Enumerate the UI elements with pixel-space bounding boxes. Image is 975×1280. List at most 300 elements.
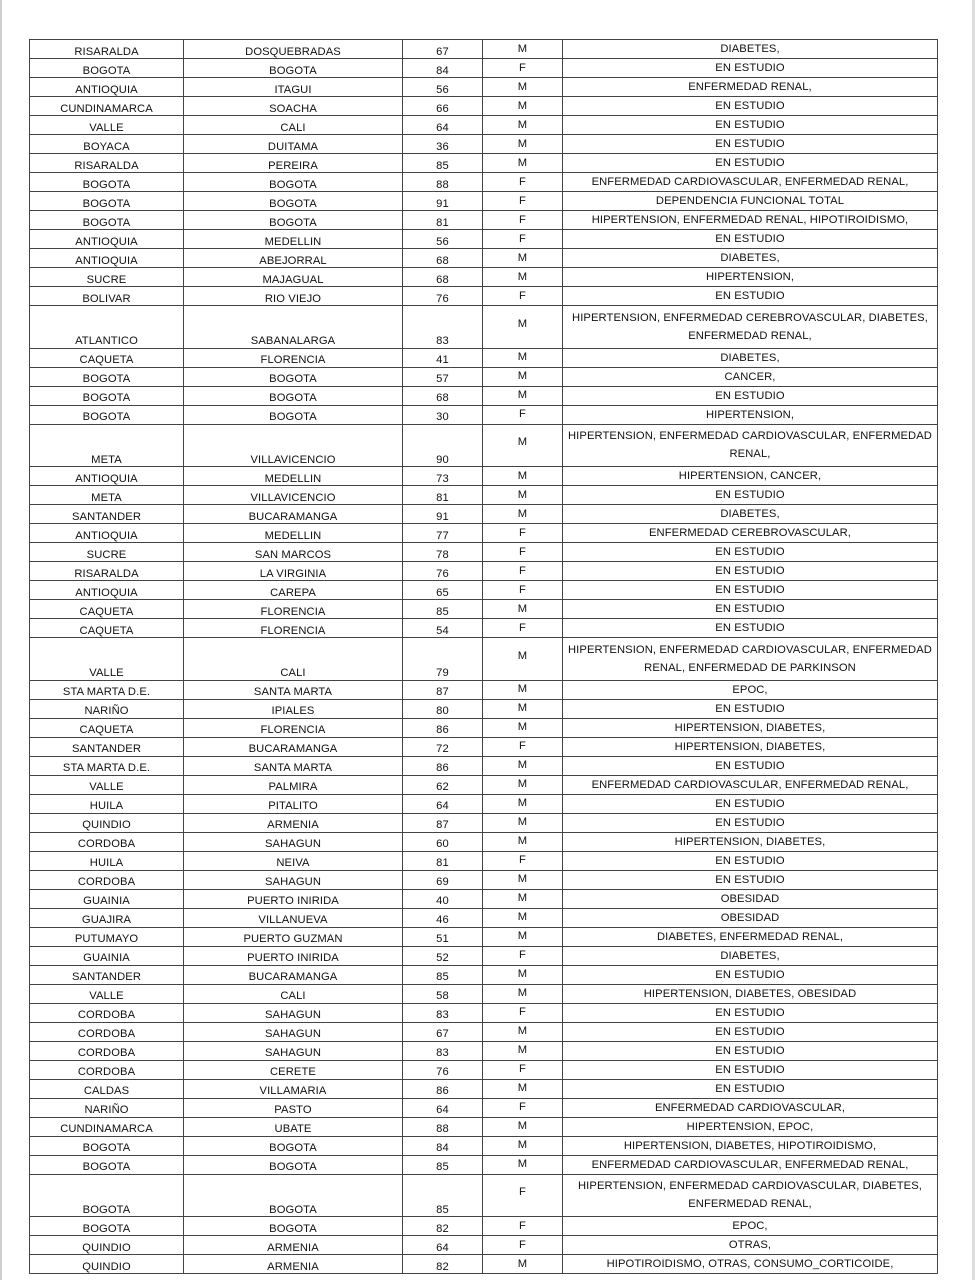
condition-cell: EN ESTUDIO xyxy=(563,543,938,562)
municipality-cell: BUCARAMANGA xyxy=(184,505,403,524)
age-cell: 76 xyxy=(403,287,483,306)
table-row xyxy=(30,424,938,467)
condition-cell: ENFERMEDAD RENAL, xyxy=(563,78,938,97)
department-cell: RISARALDA xyxy=(30,562,184,581)
condition-cell: ENFERMEDAD CARDIOVASCULAR, ENFERMEDAD RENAL, xyxy=(563,173,938,192)
age-cell: 81 xyxy=(403,851,483,870)
sex-cell: F xyxy=(483,1098,563,1117)
age-cell: 57 xyxy=(403,367,483,386)
department-cell: ANTIOQUIA xyxy=(30,581,184,600)
table-row xyxy=(30,680,938,699)
sex-cell: M xyxy=(483,600,563,619)
department-cell: ANTIOQUIA xyxy=(30,249,184,268)
department-cell: NARIÑO xyxy=(30,1098,184,1117)
department-cell: GUAINIA xyxy=(30,889,184,908)
municipality-cell: PASTO xyxy=(184,1098,403,1117)
sex-cell: F xyxy=(483,543,563,562)
age-cell: 88 xyxy=(403,173,483,192)
sex-cell: M xyxy=(483,154,563,173)
municipality-cell: SANTA MARTA xyxy=(184,680,403,699)
municipality-cell: SAHAGUN xyxy=(184,832,403,851)
condition-cell: CANCER, xyxy=(563,367,938,386)
municipality-cell: CAREPA xyxy=(184,581,403,600)
table-row xyxy=(30,908,938,927)
sex-cell: M xyxy=(483,794,563,813)
department-cell: BOYACA xyxy=(30,135,184,154)
condition-cell: DEPENDENCIA FUNCIONAL TOTAL xyxy=(563,192,938,211)
age-cell: 84 xyxy=(403,59,483,78)
table-row xyxy=(30,889,938,908)
table-row xyxy=(30,1255,938,1274)
condition-cell: EN ESTUDIO xyxy=(563,1079,938,1098)
municipality-cell: PITALITO xyxy=(184,794,403,813)
age-cell: 81 xyxy=(403,211,483,230)
table-row xyxy=(30,1155,938,1174)
table-row xyxy=(30,638,938,681)
municipality-cell: ITAGUI xyxy=(184,78,403,97)
age-cell: 52 xyxy=(403,946,483,965)
department-cell: CORDOBA xyxy=(30,1003,184,1022)
sex-cell: M xyxy=(483,505,563,524)
table-row xyxy=(30,832,938,851)
municipality-cell: CALI xyxy=(184,984,403,1003)
page-edge-left xyxy=(0,0,2,1280)
table-row xyxy=(30,211,938,230)
table-row xyxy=(30,813,938,832)
condition-cell: HIPERTENSION, DIABETES, OBESIDAD xyxy=(563,984,938,1003)
department-cell: VALLE xyxy=(30,116,184,135)
department-cell: PUTUMAYO xyxy=(30,927,184,946)
table-row xyxy=(30,173,938,192)
condition-cell: EN ESTUDIO xyxy=(563,230,938,249)
age-cell: 76 xyxy=(403,1060,483,1079)
department-cell: BOLIVAR xyxy=(30,287,184,306)
municipality-cell: FLORENCIA xyxy=(184,718,403,737)
condition-cell: EN ESTUDIO xyxy=(563,135,938,154)
condition-cell: EN ESTUDIO xyxy=(563,486,938,505)
table-row xyxy=(30,927,938,946)
age-cell: 67 xyxy=(403,1022,483,1041)
age-cell: 91 xyxy=(403,505,483,524)
municipality-cell: RIO VIEJO xyxy=(184,287,403,306)
table-row xyxy=(30,1022,938,1041)
sex-cell: M xyxy=(483,467,563,486)
condition-cell: EN ESTUDIO xyxy=(563,562,938,581)
sex-cell: M xyxy=(483,116,563,135)
age-cell: 83 xyxy=(403,306,483,349)
condition-cell: DIABETES, xyxy=(563,40,938,59)
age-cell: 73 xyxy=(403,467,483,486)
sex-cell: M xyxy=(483,1041,563,1060)
sex-cell: M xyxy=(483,268,563,287)
municipality-cell: BOGOTA xyxy=(184,211,403,230)
table-row xyxy=(30,386,938,405)
age-cell: 86 xyxy=(403,1079,483,1098)
table-row xyxy=(30,249,938,268)
department-cell: BOGOTA xyxy=(30,173,184,192)
table-row xyxy=(30,1003,938,1022)
sex-cell: F xyxy=(483,287,563,306)
sex-cell: F xyxy=(483,581,563,600)
department-cell: CUNDINAMARCA xyxy=(30,97,184,116)
age-cell: 64 xyxy=(403,794,483,813)
age-cell: 85 xyxy=(403,600,483,619)
municipality-cell: PEREIRA xyxy=(184,154,403,173)
department-cell: SUCRE xyxy=(30,543,184,562)
municipality-cell: LA VIRGINIA xyxy=(184,562,403,581)
municipality-cell: BUCARAMANGA xyxy=(184,737,403,756)
department-cell: BOGOTA xyxy=(30,367,184,386)
condition-cell: ENFERMEDAD CARDIOVASCULAR, xyxy=(563,1098,938,1117)
sex-cell: M xyxy=(483,718,563,737)
municipality-cell: MEDELLIN xyxy=(184,230,403,249)
municipality-cell: ABEJORRAL xyxy=(184,249,403,268)
department-cell: CORDOBA xyxy=(30,1022,184,1041)
condition-cell: DIABETES, xyxy=(563,505,938,524)
table-row xyxy=(30,965,938,984)
age-cell: 90 xyxy=(403,424,483,467)
department-cell: ATLANTICO xyxy=(30,306,184,349)
table-row xyxy=(30,348,938,367)
age-cell: 69 xyxy=(403,870,483,889)
condition-cell: OBESIDAD xyxy=(563,889,938,908)
sex-cell: M xyxy=(483,680,563,699)
department-cell: CUNDINAMARCA xyxy=(30,1117,184,1136)
age-cell: 82 xyxy=(403,1255,483,1274)
department-cell: CORDOBA xyxy=(30,1060,184,1079)
table-row xyxy=(30,287,938,306)
condition-cell: EPOC, xyxy=(563,680,938,699)
sex-cell: M xyxy=(483,756,563,775)
age-cell: 66 xyxy=(403,97,483,116)
condition-cell: HIPERTENSION, CANCER, xyxy=(563,467,938,486)
condition-cell: EN ESTUDIO xyxy=(563,1041,938,1060)
municipality-cell: UBATE xyxy=(184,1117,403,1136)
department-cell: BOGOTA xyxy=(30,1136,184,1155)
table-row xyxy=(30,619,938,638)
condition-cell: EN ESTUDIO xyxy=(563,97,938,116)
municipality-cell: BOGOTA xyxy=(184,405,403,424)
age-cell: 68 xyxy=(403,268,483,287)
condition-cell: DIABETES, xyxy=(563,348,938,367)
sex-cell: M xyxy=(483,889,563,908)
condition-cell: HIPERTENSION, EPOC, xyxy=(563,1117,938,1136)
condition-cell: HIPERTENSION, DIABETES, xyxy=(563,718,938,737)
municipality-cell: VILLAMARIA xyxy=(184,1079,403,1098)
department-cell: CAQUETA xyxy=(30,718,184,737)
sex-cell: M xyxy=(483,424,563,467)
condition-cell: HIPOTIROIDISMO, OTRAS, CONSUMO_CORTICOIDE, xyxy=(563,1255,938,1274)
department-cell: CALDAS xyxy=(30,1079,184,1098)
sex-cell: M xyxy=(483,306,563,349)
municipality-cell: SABANALARGA xyxy=(184,306,403,349)
department-cell: HUILA xyxy=(30,794,184,813)
municipality-cell: BOGOTA xyxy=(184,1174,403,1217)
table-row xyxy=(30,268,938,287)
condition-cell: EN ESTUDIO xyxy=(563,581,938,600)
age-cell: 78 xyxy=(403,543,483,562)
municipality-cell: PALMIRA xyxy=(184,775,403,794)
condition-cell: EN ESTUDIO xyxy=(563,756,938,775)
municipality-cell: NEIVA xyxy=(184,851,403,870)
department-cell: ANTIOQUIA xyxy=(30,230,184,249)
age-cell: 54 xyxy=(403,619,483,638)
sex-cell: M xyxy=(483,1155,563,1174)
department-cell: BOGOTA xyxy=(30,59,184,78)
condition-cell: EN ESTUDIO xyxy=(563,154,938,173)
age-cell: 85 xyxy=(403,1155,483,1174)
age-cell: 46 xyxy=(403,908,483,927)
age-cell: 87 xyxy=(403,680,483,699)
table-row xyxy=(30,230,938,249)
age-cell: 91 xyxy=(403,192,483,211)
age-cell: 83 xyxy=(403,1003,483,1022)
sex-cell: M xyxy=(483,486,563,505)
age-cell: 85 xyxy=(403,1174,483,1217)
condition-cell: EN ESTUDIO xyxy=(563,965,938,984)
age-cell: 30 xyxy=(403,405,483,424)
table-row xyxy=(30,600,938,619)
table-row xyxy=(30,794,938,813)
municipality-cell: SOACHA xyxy=(184,97,403,116)
municipality-cell: BUCARAMANGA xyxy=(184,965,403,984)
department-cell: SANTANDER xyxy=(30,737,184,756)
municipality-cell: DUITAMA xyxy=(184,135,403,154)
department-cell: RISARALDA xyxy=(30,154,184,173)
table-row xyxy=(30,1117,938,1136)
table-row xyxy=(30,1098,938,1117)
sex-cell: M xyxy=(483,1117,563,1136)
sex-cell: F xyxy=(483,524,563,543)
condition-cell: HIPERTENSION, ENFERMEDAD RENAL, HIPOTIROIDISMO, xyxy=(563,211,938,230)
department-cell: BOGOTA xyxy=(30,1155,184,1174)
municipality-cell: MAJAGUAL xyxy=(184,268,403,287)
condition-cell: HIPERTENSION, ENFERMEDAD CARDIOVASCULAR, ENFERMEDAD RENAL, ENFERMEDAD DE PARKINSON xyxy=(563,638,938,681)
table-row xyxy=(30,306,938,349)
cases-table xyxy=(29,39,938,1274)
table-row xyxy=(30,1079,938,1098)
municipality-cell: PUERTO INIRIDA xyxy=(184,889,403,908)
department-cell: ANTIOQUIA xyxy=(30,78,184,97)
department-cell: ANTIOQUIA xyxy=(30,467,184,486)
department-cell: BOGOTA xyxy=(30,1174,184,1217)
table-row xyxy=(30,946,938,965)
sex-cell: F xyxy=(483,405,563,424)
age-cell: 88 xyxy=(403,1117,483,1136)
age-cell: 83 xyxy=(403,1041,483,1060)
condition-cell: EN ESTUDIO xyxy=(563,619,938,638)
department-cell: CAQUETA xyxy=(30,619,184,638)
department-cell: BOGOTA xyxy=(30,192,184,211)
table-row xyxy=(30,543,938,562)
sex-cell: M xyxy=(483,775,563,794)
municipality-cell: VILLAVICENCIO xyxy=(184,486,403,505)
sex-cell: M xyxy=(483,348,563,367)
department-cell: BOGOTA xyxy=(30,405,184,424)
condition-cell: HIPERTENSION, ENFERMEDAD CARDIOVASCULAR, DIABETES, ENFERMEDAD RENAL, xyxy=(563,1174,938,1217)
department-cell: CORDOBA xyxy=(30,870,184,889)
condition-cell: ENFERMEDAD CARDIOVASCULAR, ENFERMEDAD RENAL, xyxy=(563,775,938,794)
department-cell: ANTIOQUIA xyxy=(30,524,184,543)
age-cell: 64 xyxy=(403,116,483,135)
condition-cell: EN ESTUDIO xyxy=(563,1003,938,1022)
sex-cell: M xyxy=(483,386,563,405)
sex-cell: F xyxy=(483,192,563,211)
age-cell: 82 xyxy=(403,1217,483,1236)
department-cell: CAQUETA xyxy=(30,600,184,619)
table-row xyxy=(30,97,938,116)
table-row xyxy=(30,1060,938,1079)
age-cell: 62 xyxy=(403,775,483,794)
municipality-cell: ARMENIA xyxy=(184,813,403,832)
table-row xyxy=(30,154,938,173)
table-row xyxy=(30,756,938,775)
sex-cell: M xyxy=(483,97,563,116)
table-row xyxy=(30,1041,938,1060)
municipality-cell: MEDELLIN xyxy=(184,467,403,486)
sex-cell: F xyxy=(483,619,563,638)
table-row xyxy=(30,984,938,1003)
condition-cell: DIABETES, ENFERMEDAD RENAL, xyxy=(563,927,938,946)
sex-cell: M xyxy=(483,1136,563,1155)
condition-cell: EN ESTUDIO xyxy=(563,386,938,405)
table-row xyxy=(30,467,938,486)
municipality-cell: DOSQUEBRADAS xyxy=(184,40,403,59)
age-cell: 84 xyxy=(403,1136,483,1155)
table-row xyxy=(30,192,938,211)
municipality-cell: FLORENCIA xyxy=(184,619,403,638)
sex-cell: F xyxy=(483,211,563,230)
department-cell: HUILA xyxy=(30,851,184,870)
municipality-cell: CALI xyxy=(184,116,403,135)
department-cell: VALLE xyxy=(30,638,184,681)
condition-cell: EN ESTUDIO xyxy=(563,794,938,813)
condition-cell: EN ESTUDIO xyxy=(563,600,938,619)
sex-cell: F xyxy=(483,1060,563,1079)
municipality-cell: MEDELLIN xyxy=(184,524,403,543)
sex-cell: M xyxy=(483,1079,563,1098)
condition-cell: EN ESTUDIO xyxy=(563,699,938,718)
sex-cell: F xyxy=(483,737,563,756)
municipality-cell: PUERTO INIRIDA xyxy=(184,946,403,965)
municipality-cell: VILLAVICENCIO xyxy=(184,424,403,467)
condition-cell: HIPERTENSION, DIABETES, xyxy=(563,737,938,756)
sex-cell: M xyxy=(483,1022,563,1041)
condition-cell: HIPERTENSION, DIABETES, HIPOTIROIDISMO, xyxy=(563,1136,938,1155)
municipality-cell: SAHAGUN xyxy=(184,870,403,889)
sex-cell: F xyxy=(483,1236,563,1255)
age-cell: 36 xyxy=(403,135,483,154)
sex-cell: M xyxy=(483,870,563,889)
cases-table-body xyxy=(30,40,938,1274)
sex-cell: F xyxy=(483,1003,563,1022)
municipality-cell: ARMENIA xyxy=(184,1236,403,1255)
municipality-cell: FLORENCIA xyxy=(184,600,403,619)
age-cell: 79 xyxy=(403,638,483,681)
condition-cell: OBESIDAD xyxy=(563,908,938,927)
sex-cell: F xyxy=(483,946,563,965)
table-row xyxy=(30,581,938,600)
municipality-cell: BOGOTA xyxy=(184,192,403,211)
age-cell: 64 xyxy=(403,1236,483,1255)
department-cell: QUINDIO xyxy=(30,1255,184,1274)
condition-cell: ENFERMEDAD CEREBROVASCULAR, xyxy=(563,524,938,543)
sex-cell: F xyxy=(483,173,563,192)
sex-cell: F xyxy=(483,59,563,78)
municipality-cell: SAHAGUN xyxy=(184,1022,403,1041)
condition-cell: HIPERTENSION, xyxy=(563,268,938,287)
sex-cell: M xyxy=(483,927,563,946)
condition-cell: EPOC, xyxy=(563,1217,938,1236)
condition-cell: EN ESTUDIO xyxy=(563,287,938,306)
municipality-cell: SANTA MARTA xyxy=(184,756,403,775)
municipality-cell: SAHAGUN xyxy=(184,1041,403,1060)
sex-cell: M xyxy=(483,984,563,1003)
age-cell: 87 xyxy=(403,813,483,832)
age-cell: 60 xyxy=(403,832,483,851)
condition-cell: HIPERTENSION, DIABETES, xyxy=(563,832,938,851)
municipality-cell: BOGOTA xyxy=(184,1136,403,1155)
table-row xyxy=(30,1174,938,1217)
table-row xyxy=(30,367,938,386)
department-cell: QUINDIO xyxy=(30,1236,184,1255)
department-cell: META xyxy=(30,486,184,505)
municipality-cell: ARMENIA xyxy=(184,1255,403,1274)
age-cell: 86 xyxy=(403,718,483,737)
age-cell: 64 xyxy=(403,1098,483,1117)
table-row xyxy=(30,1236,938,1255)
age-cell: 56 xyxy=(403,230,483,249)
sex-cell: M xyxy=(483,832,563,851)
municipality-cell: CERETE xyxy=(184,1060,403,1079)
department-cell: STA MARTA D.E. xyxy=(30,756,184,775)
condition-cell: EN ESTUDIO xyxy=(563,59,938,78)
age-cell: 68 xyxy=(403,386,483,405)
table-row xyxy=(30,59,938,78)
municipality-cell: BOGOTA xyxy=(184,59,403,78)
table-row xyxy=(30,135,938,154)
department-cell: RISARALDA xyxy=(30,40,184,59)
table-row xyxy=(30,116,938,135)
table-row xyxy=(30,524,938,543)
age-cell: 67 xyxy=(403,40,483,59)
condition-cell: HIPERTENSION, ENFERMEDAD CEREBROVASCULAR, DIABETES, ENFERMEDAD RENAL, xyxy=(563,306,938,349)
sex-cell: M xyxy=(483,699,563,718)
age-cell: 65 xyxy=(403,581,483,600)
municipality-cell: SAHAGUN xyxy=(184,1003,403,1022)
condition-cell: HIPERTENSION, xyxy=(563,405,938,424)
municipality-cell: BOGOTA xyxy=(184,1155,403,1174)
sex-cell: M xyxy=(483,135,563,154)
age-cell: 58 xyxy=(403,984,483,1003)
age-cell: 72 xyxy=(403,737,483,756)
age-cell: 68 xyxy=(403,249,483,268)
department-cell: SANTANDER xyxy=(30,965,184,984)
sex-cell: M xyxy=(483,908,563,927)
department-cell: SANTANDER xyxy=(30,505,184,524)
department-cell: GUAINIA xyxy=(30,946,184,965)
condition-cell: ENFERMEDAD CARDIOVASCULAR, ENFERMEDAD RENAL, xyxy=(563,1155,938,1174)
age-cell: 40 xyxy=(403,889,483,908)
condition-cell: EN ESTUDIO xyxy=(563,116,938,135)
age-cell: 85 xyxy=(403,154,483,173)
table-row xyxy=(30,505,938,524)
municipality-cell: BOGOTA xyxy=(184,386,403,405)
sex-cell: F xyxy=(483,1174,563,1217)
municipality-cell: BOGOTA xyxy=(184,367,403,386)
table-row xyxy=(30,405,938,424)
table-row xyxy=(30,699,938,718)
